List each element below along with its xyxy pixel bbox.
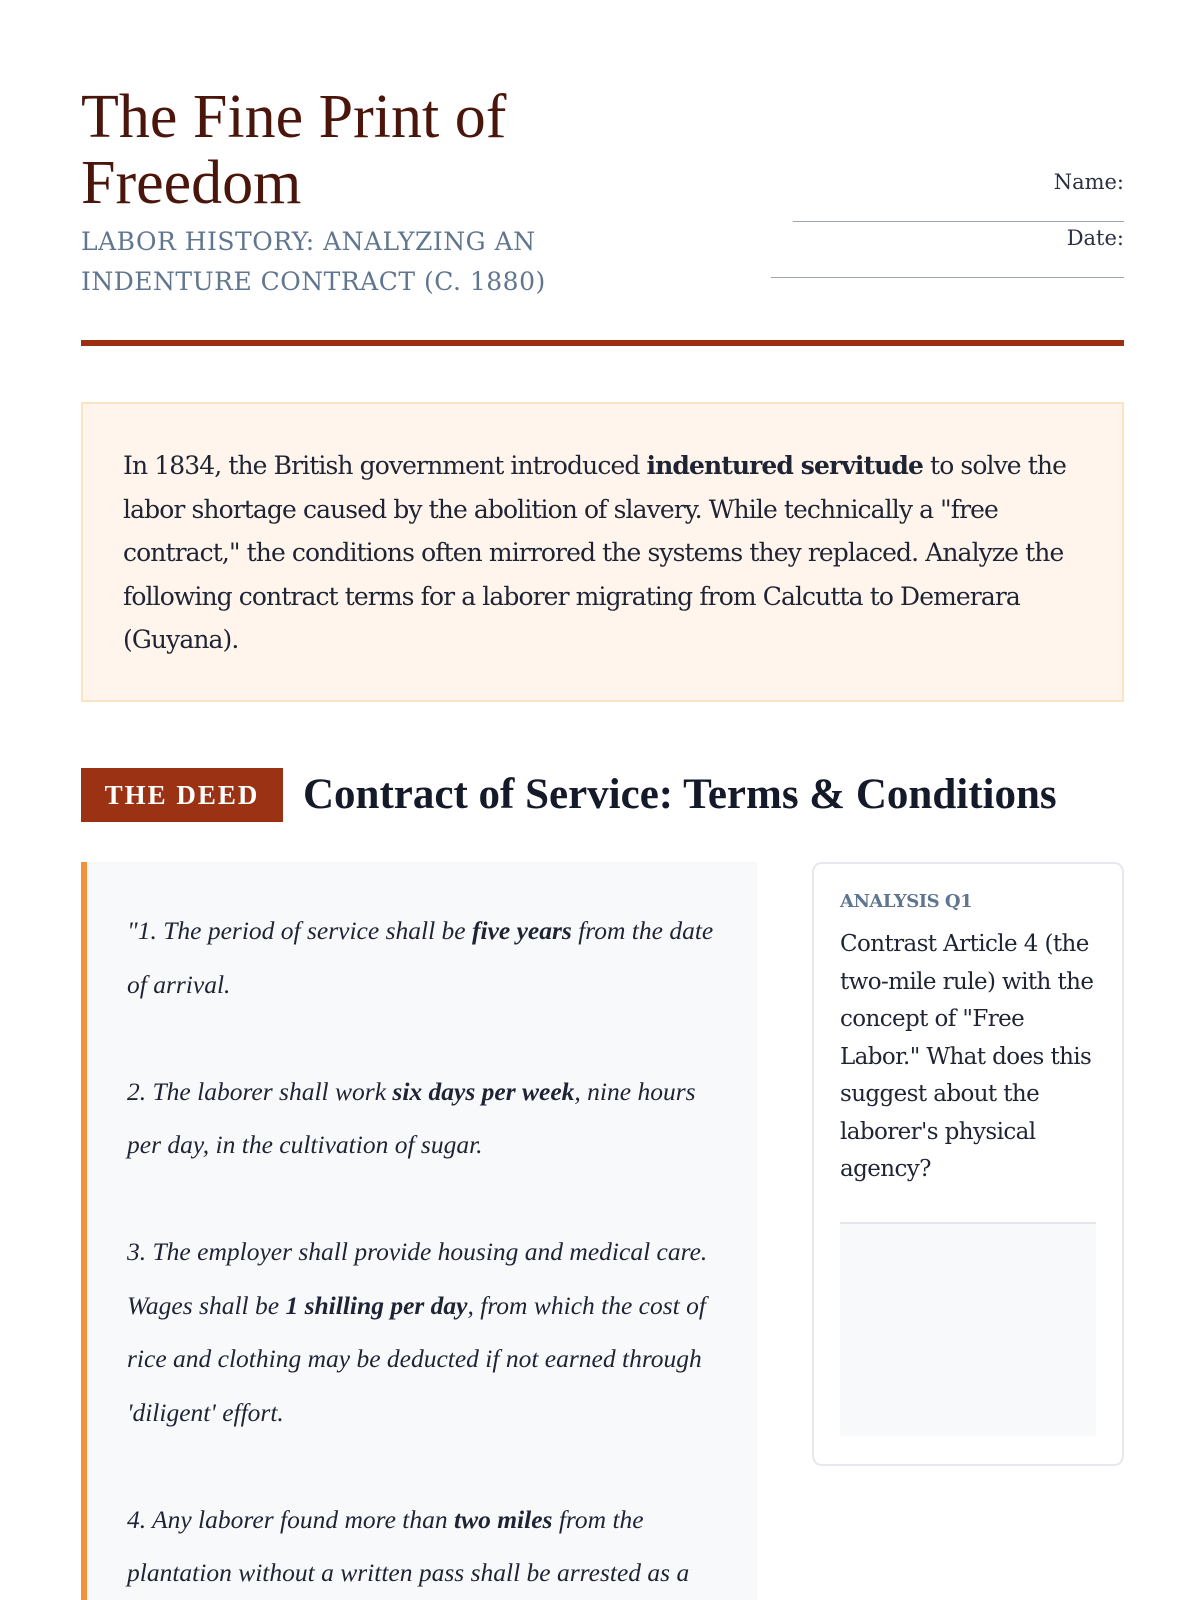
contract-article-2 bbox=[127, 1065, 727, 1172]
contract-article-3 bbox=[127, 1225, 727, 1439]
article-emphasis: five years bbox=[472, 916, 572, 945]
intro-callout bbox=[81, 402, 1124, 702]
page-subtitle: LABOR HISTORY: ANALYZING AN INDENTURE CONTRACT (C. 1880) bbox=[81, 227, 546, 296]
article-text: , from which the cost of rice and clothing may be deducted if not earned through 'diligent' effort. bbox=[127, 1290, 706, 1427]
article-text: , nine hours per day, in the cultivation of sugar. bbox=[127, 1076, 696, 1159]
header-divider bbox=[81, 340, 1124, 346]
contract-article-1 bbox=[127, 904, 727, 1011]
name-field[interactable]: ______________________________ bbox=[792, 198, 1124, 222]
name-label: Name: bbox=[1053, 170, 1124, 194]
article-text: 3. The employer shall provide housing and medical care. Wages shall be bbox=[127, 1237, 708, 1320]
page-title: The Fine Print of Freedom bbox=[81, 83, 507, 217]
article-text: 4. Any laborer found more than bbox=[127, 1504, 454, 1534]
analysis-label: ANALYSIS Q1 bbox=[840, 891, 973, 912]
contract-excerpt bbox=[81, 862, 757, 1600]
section-header bbox=[81, 768, 1124, 822]
section-badge: THE DEED bbox=[81, 768, 283, 822]
answer-input[interactable] bbox=[840, 1222, 1096, 1436]
student-info bbox=[704, 168, 1124, 280]
intro-text-after: to solve the labor shortage caused by the abolition of slavery. While technically a "free contract," the conditions often mirrored the systems they replaced. Analyze the following contract terms for a laborer migrating from Calcutta to Demerara (Guyana). bbox=[123, 451, 1066, 654]
article-emphasis: six days per week bbox=[392, 1076, 575, 1106]
analysis-card bbox=[812, 862, 1124, 1466]
section-title: Contract of Service: Terms & Conditions bbox=[303, 771, 1057, 818]
article-emphasis: 1 shilling per day bbox=[285, 1290, 468, 1320]
analysis-question: Contrast Article 4 (the two-mile rule) with the concept of "Free Labor." What does this suggest about the laborer's physical agency? bbox=[840, 931, 1094, 1182]
article-text: "1. The period of service shall be bbox=[127, 916, 472, 945]
date-label: Date: bbox=[1066, 226, 1124, 250]
article-text: from the plantation without a written pass shall be arrested as a bbox=[127, 1504, 690, 1587]
article-text: from the date of arrival. bbox=[127, 916, 714, 999]
intro-bold-term: indentured servitude bbox=[646, 451, 923, 480]
article-emphasis: two miles bbox=[454, 1504, 553, 1534]
contract-article-4 bbox=[127, 1493, 727, 1600]
article-text: 2. The laborer shall work bbox=[127, 1076, 393, 1106]
date-field[interactable]: ________________________________ bbox=[770, 254, 1124, 278]
intro-text-before: In 1834, the British government introduced bbox=[123, 451, 647, 480]
worksheet-header bbox=[81, 84, 1124, 344]
